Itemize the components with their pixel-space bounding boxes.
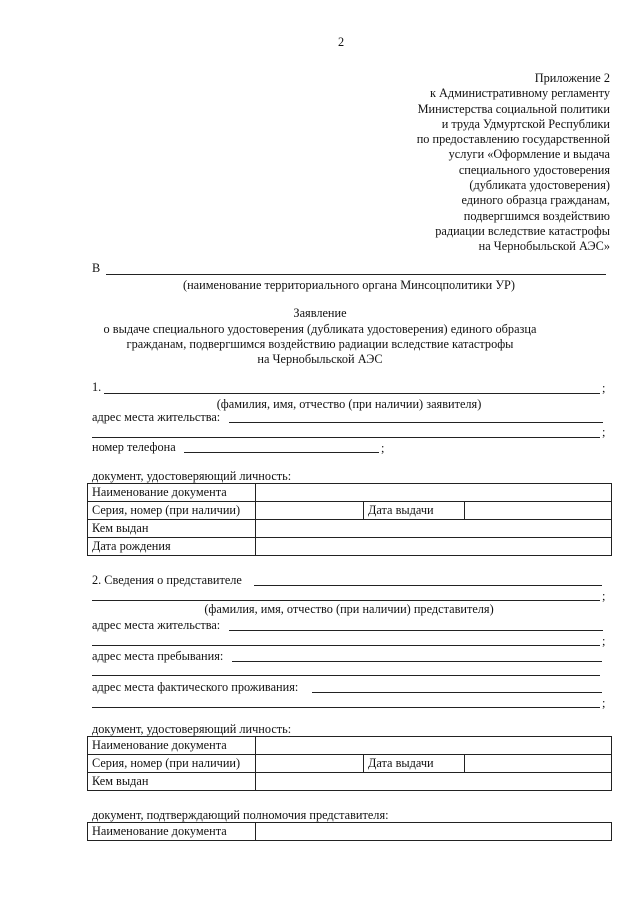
appendix-line: Приложение 2 [534, 71, 610, 85]
table-row [88, 538, 612, 556]
date-issued-field[interactable] [465, 502, 612, 520]
representative-name-line-2[interactable] [92, 600, 600, 601]
to-prefix: В [92, 261, 101, 275]
series-number-field[interactable] [256, 502, 364, 520]
address-label: адрес места жительства: [92, 410, 221, 424]
table-row [88, 823, 612, 841]
page-number: 2 [338, 35, 345, 49]
appendix-line: к Административному регламенту [429, 86, 610, 101]
semicolon: ; [381, 441, 385, 455]
date-issued-field[interactable] [465, 755, 612, 773]
doc2-table [87, 736, 612, 791]
address-line[interactable] [229, 422, 603, 423]
table-cell-label: Наименование документа [88, 823, 256, 841]
to-caption: (наименование территориального органа Минсоцполитики УР) [183, 278, 515, 292]
semicolon: ; [602, 696, 606, 710]
table-cell-label: Серия, номер (при наличии) [88, 755, 256, 773]
doc1-heading: документ, удостоверяющий личность: [92, 469, 292, 483]
actual-address-line-2[interactable] [92, 707, 600, 708]
doc-name-field[interactable] [256, 823, 612, 841]
table-row [88, 502, 612, 520]
table-cell-label: Наименование документа [88, 484, 256, 502]
series-number-field[interactable] [256, 755, 364, 773]
doc-name-field[interactable] [256, 737, 612, 755]
appendix-line: Министерства социальной политики [417, 101, 610, 116]
table-cell-label: Дата выдачи [364, 502, 465, 520]
section2-label: 2. Сведения о представителе [92, 573, 242, 587]
representative-name-caption: (фамилия, имя, отчество (при наличии) представителя) [204, 602, 494, 616]
table-cell-label: Серия, номер (при наличии) [88, 502, 256, 520]
table-row [88, 484, 612, 502]
table-cell-label: Дата выдачи [364, 755, 465, 773]
to-field-line[interactable] [106, 274, 606, 275]
section1-number: 1. [92, 380, 102, 394]
appendix-line: специального удостоверения [458, 162, 610, 177]
stay-address-label: адрес места пребывания: [92, 649, 224, 663]
doc2-heading: документ, удостоверяющий личность: [92, 722, 292, 736]
semicolon: ; [602, 634, 606, 648]
table-row [88, 755, 612, 773]
appendix-line: подвергшимся воздействию [463, 208, 610, 223]
birth-date-field[interactable] [256, 538, 612, 556]
semicolon: ; [602, 425, 606, 439]
appendix-line: (дубликата удостоверения) [469, 178, 610, 193]
appendix-line: на Чернобыльской АЭС» [478, 239, 610, 254]
appendix-line: единого образца гражданам, [461, 193, 610, 208]
table-cell-label: Кем выдан [88, 520, 256, 538]
table-row [88, 737, 612, 755]
rep-address-label: адрес места жительства: [92, 618, 221, 632]
statement-title: Заявление [293, 306, 347, 320]
table-cell-label: Кем выдан [88, 773, 256, 791]
applicant-name-caption: (фамилия, имя, отчество (при наличии) заявителя) [216, 397, 482, 411]
statement-line: гражданам, подвергшимся воздействию радиации вследствие катастрофы [126, 337, 514, 351]
representative-name-line[interactable] [254, 585, 602, 586]
stay-address-line[interactable] [232, 661, 602, 662]
rep-address-line-2[interactable] [92, 645, 600, 646]
doc1-table [87, 483, 612, 556]
doc3-table [87, 822, 612, 841]
issued-by-field[interactable] [256, 520, 612, 538]
doc-name-field[interactable] [256, 484, 612, 502]
table-cell-label: Дата рождения [88, 538, 256, 556]
table-row [88, 773, 612, 791]
statement-line: о выдаче специального удостоверения (дубликата удостоверения) единого образца [103, 322, 537, 336]
stay-address-line-2[interactable] [92, 675, 600, 676]
phone-label: номер телефона [92, 440, 176, 454]
statement-line: на Чернобыльской АЭС [257, 352, 383, 366]
rep-address-line[interactable] [229, 630, 603, 631]
table-cell-label: Наименование документа [88, 737, 256, 755]
table-row [88, 520, 612, 538]
actual-address-label: адрес места фактического проживания: [92, 680, 299, 694]
appendix-line: услуги «Оформление и выдача [448, 147, 610, 162]
appendix-line: и труда Удмуртской Республики [441, 116, 610, 131]
phone-line[interactable] [184, 452, 379, 453]
appendix-line: по предоставлению государственной [416, 132, 610, 147]
appendix-header [417, 71, 610, 255]
applicant-name-line[interactable] [104, 393, 600, 394]
issued-by-field[interactable] [256, 773, 612, 791]
address-line-2[interactable] [92, 437, 600, 438]
semicolon: ; [602, 589, 606, 603]
doc3-heading: документ, подтверждающий полномочия представителя: [92, 808, 389, 822]
appendix-line: радиации вследствие катастрофы [435, 223, 610, 238]
semicolon: ; [602, 381, 606, 395]
actual-address-line[interactable] [312, 692, 602, 693]
